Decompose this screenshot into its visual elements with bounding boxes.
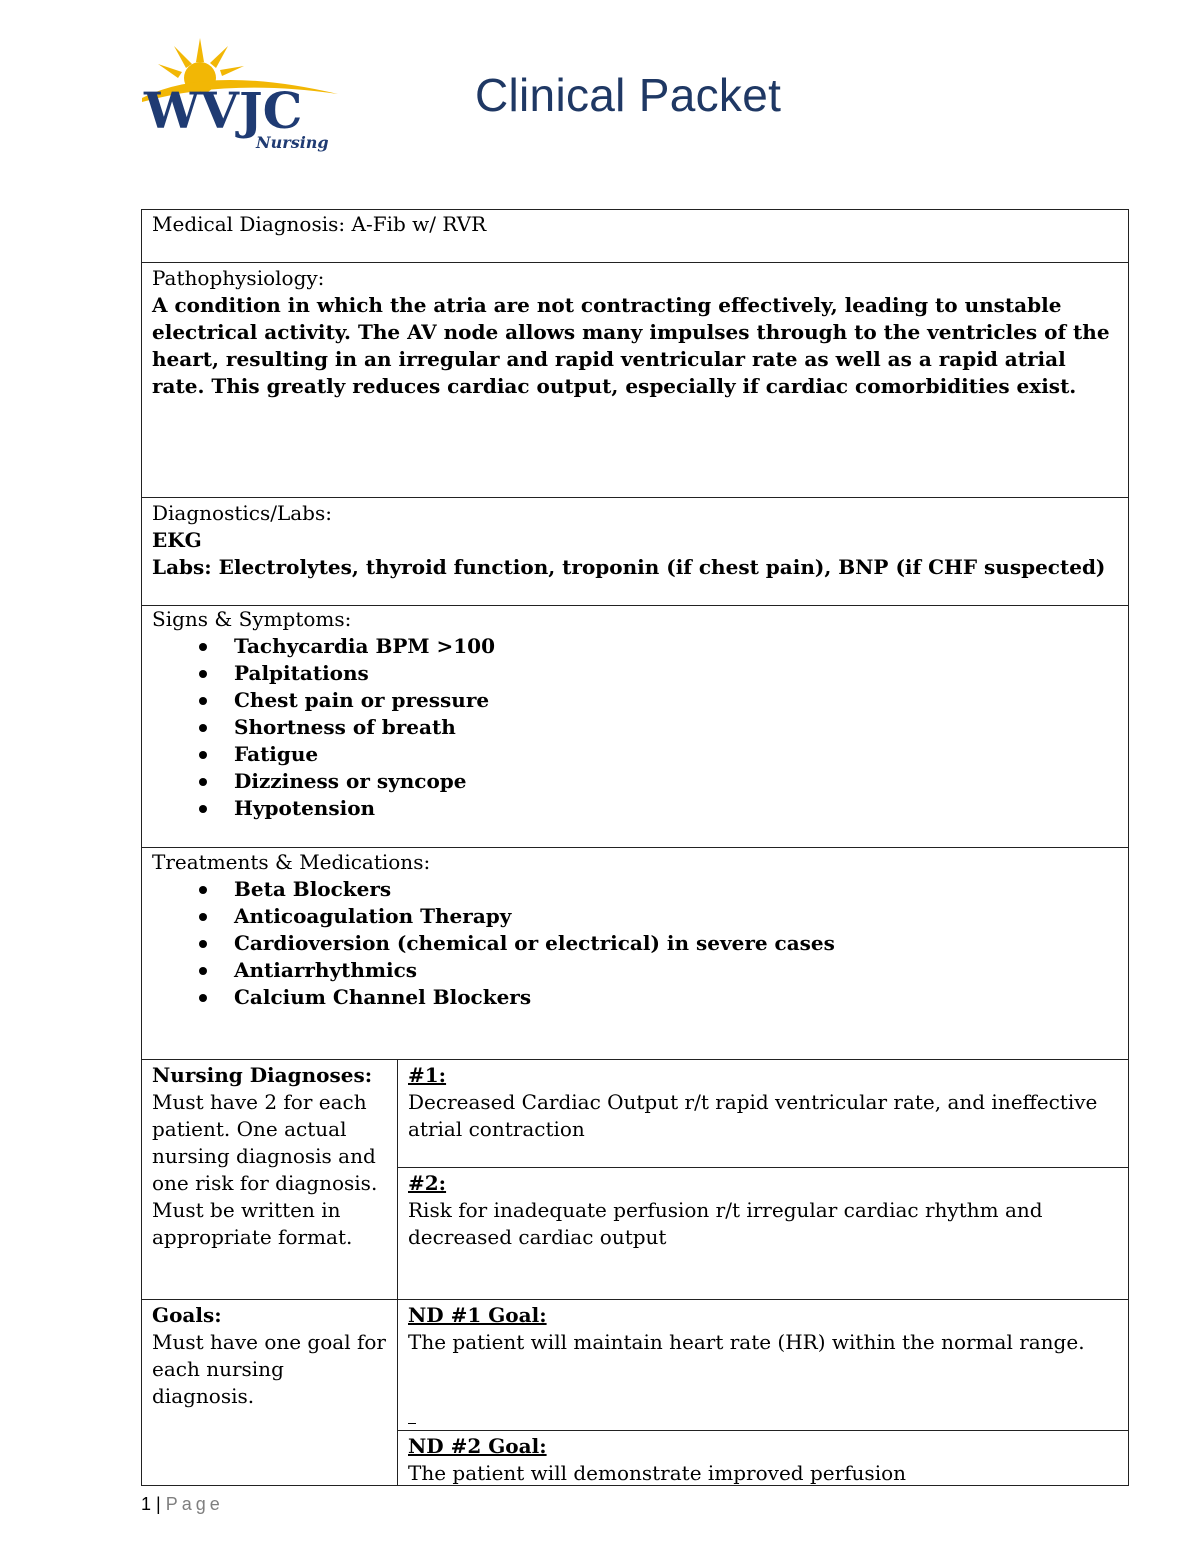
list-item: Palpitations bbox=[234, 660, 1112, 687]
diagnostics-label: Diagnostics/Labs: bbox=[152, 501, 332, 525]
footer-separator: | bbox=[156, 1494, 161, 1514]
goal2-text: The patient will demonstrate improved perfusion bbox=[408, 1461, 907, 1485]
signs-symptoms-cell bbox=[152, 606, 1112, 822]
goals-cell bbox=[152, 1302, 387, 1410]
list-item: Shortness of breath bbox=[234, 714, 1112, 741]
goal1-text: The patient will maintain heart rate (HR) within the normal range. bbox=[408, 1330, 1085, 1354]
nd1-label: #1: bbox=[408, 1063, 447, 1087]
page-word: Page bbox=[165, 1494, 224, 1514]
medical-diagnosis-label: Medical Diagnosis: bbox=[152, 212, 346, 236]
goal2-label: ND #2 Goal: bbox=[408, 1434, 547, 1458]
pathophysiology-label: Pathophysiology: bbox=[152, 266, 325, 290]
diagnostics-cell bbox=[152, 500, 1112, 581]
pathophysiology-text: A condition in which the atria are not contracting effectively, leading to unstable electrical activity. The AV node allows many impulses through to the ventricles of the heart, resulting in an irregular and rapid ventricular rate as well as a rapid atrial rate. This greatly reduces cardiac output, especially if cardiac comorbidities exist. bbox=[152, 293, 1110, 398]
underscore-mark bbox=[408, 1423, 416, 1424]
list-item: Hypotension bbox=[234, 795, 1112, 822]
goals-instructions: Must have one goal for each nursing diagnosis. bbox=[152, 1330, 386, 1408]
pathophysiology-cell bbox=[152, 265, 1112, 400]
diagnostics-labs: Labs: Electrolytes, thyroid function, troponin (if chest pain), BNP (if CHF suspected) bbox=[152, 555, 1106, 579]
nd2-label: #2: bbox=[408, 1171, 447, 1195]
treatments-label: Treatments & Medications: bbox=[152, 850, 431, 874]
svg-text:Nursing: Nursing bbox=[256, 133, 329, 152]
signs-symptoms-list bbox=[152, 633, 1112, 822]
list-item: Antiarrhythmics bbox=[234, 957, 1112, 984]
list-item: Beta Blockers bbox=[234, 876, 1112, 903]
goals-label: Goals: bbox=[152, 1303, 222, 1327]
nursing-diagnoses-cell bbox=[152, 1062, 387, 1251]
list-item: Cardioversion (chemical or electrical) in severe cases bbox=[234, 930, 1112, 957]
goal2-cell bbox=[408, 1433, 1113, 1487]
wvjc-nursing-logo bbox=[138, 36, 348, 156]
treatments-list bbox=[152, 876, 1112, 1011]
signs-symptoms-label: Signs & Symptoms: bbox=[152, 607, 352, 631]
nd2-text: Risk for inadequate perfusion r/t irregular cardiac rhythm and decreased cardiac output bbox=[408, 1198, 1043, 1249]
nursing-diagnoses-instructions: Must have 2 for each patient. One actual nursing diagnosis and one risk for diagnosis. Must be written in appropriate format. bbox=[152, 1090, 378, 1249]
list-item: Chest pain or pressure bbox=[234, 687, 1112, 714]
list-item: Calcium Channel Blockers bbox=[234, 984, 1112, 1011]
medical-diagnosis-cell bbox=[152, 211, 1112, 238]
goal1-label: ND #1 Goal: bbox=[408, 1303, 547, 1327]
goal1-cell bbox=[408, 1302, 1113, 1356]
list-item: Tachycardia BPM >100 bbox=[234, 633, 1112, 660]
svg-text:WVJC: WVJC bbox=[144, 81, 303, 140]
diagnostics-ekg: EKG bbox=[152, 528, 202, 552]
list-item: Anticoagulation Therapy bbox=[234, 903, 1112, 930]
page-footer bbox=[141, 1494, 224, 1515]
page-title: Clinical Packet bbox=[475, 69, 782, 121]
nd1-cell bbox=[408, 1062, 1113, 1143]
page-number: 1 bbox=[141, 1494, 152, 1514]
list-item: Fatigue bbox=[234, 741, 1112, 768]
clinical-table bbox=[141, 209, 1129, 1486]
list-item: Dizziness or syncope bbox=[234, 768, 1112, 795]
treatments-cell bbox=[152, 849, 1112, 1011]
medical-diagnosis-value: A-Fib w/ RVR bbox=[351, 212, 487, 236]
nd2-cell bbox=[408, 1170, 1113, 1251]
nursing-diagnoses-label: Nursing Diagnoses: bbox=[152, 1063, 373, 1087]
nd1-text: Decreased Cardiac Output r/t rapid ventricular rate, and ineffective atrial contraction bbox=[408, 1090, 1098, 1141]
